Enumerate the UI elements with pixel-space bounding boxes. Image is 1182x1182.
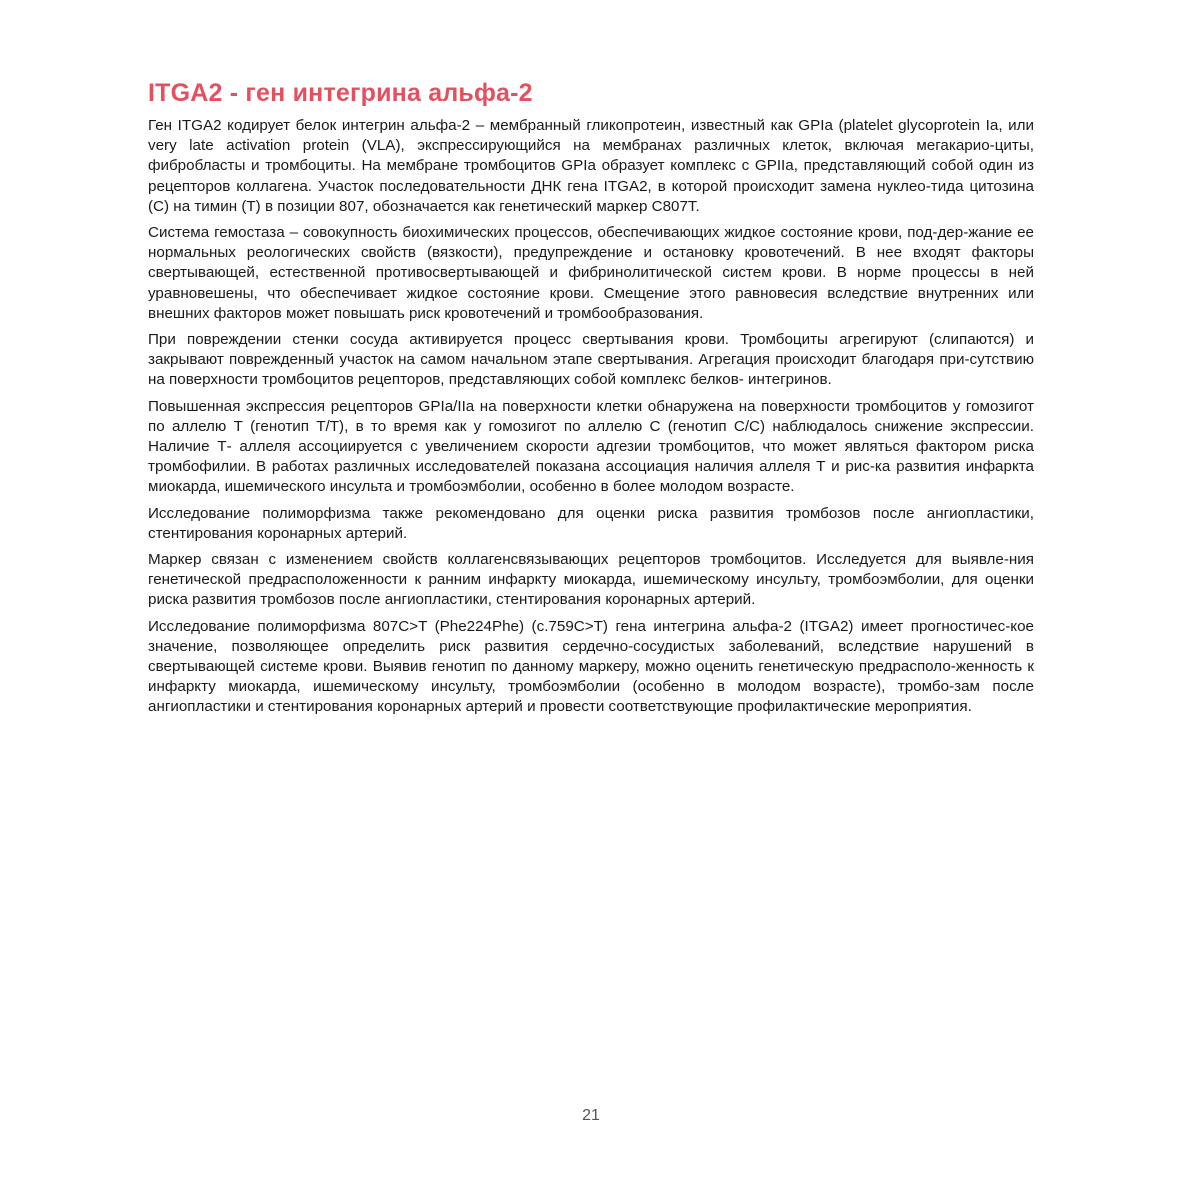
page-number: 21 — [582, 1107, 600, 1124]
paragraph-prognostic-value: Исследование полиморфизма 807C>T (Phe224Phe) (c.759C>T) гена интегрина альфа-2 (ITGA2) имеет прогностичес-кое значение, позволяющее определить риск развития сердечно-сосудистых заболеваний, вследствие нарушений в свертывающей системе крови. Выявив генотип по данному маркеру, можно оценить генетическую предрасполо-женность к инфаркту миокарда, ишемическому инсульту, тромбоэмболии (особенно в молодом возрасте), тромбо-зам после ангиопластики и стентирования коронарных артерий и провести соответствующие профилактические мероприятия. — [148, 617, 1034, 716]
paragraph-marker-association: Маркер связан с изменением свойств коллагенсвязывающих рецепторов тромбоцитов. Исследуется для выявле-ния генетической предрасположенности к ранним инфаркту миокарда, ишемическому инсульту, тромбоэмболии, для оценки риска развития тромбозов после ангиопластики, стентирования коронарных артерий. — [148, 551, 1034, 609]
page-title: ITGA2 - ген интегрина альфа-2 — [148, 79, 533, 107]
document-page — [148, 76, 1034, 724]
paragraph-hemostasis-system: Система гемостаза – совокупность биохимических процессов, обеспечивающих жидкое состояние крови, под-дер-жание ее нормальных реологических свойств (вязкости), предупреждение и остановку кровотечений. В нее входят факторы свертывающей, естественной противосвертывающей и фибринолитической систем крови. В норме процессы в ней уравновешены, что обеспечивает жидкое состояние крови. Смещение этого равновесия вследствие внутренних или внешних факторов может повышать риск кровотечений и тромбообразования. — [148, 224, 1034, 322]
paragraph-polymorphism-recommendation: Исследование полиморфизма также рекомендовано для оценки риска развития тромбозов после ангиопластики, стентирования коронарных артерий. — [148, 504, 1034, 542]
paragraph-gene-description: Ген ITGA2 кодирует белок интегрин альфа-2 – мембранный гликопротеин, известный как GPIa (platelet glycoprotein Ia, или very late activation protein (VLA), экспрессирующийся на мембранах различных клеток, включая мегакарио-циты, фибробласты и тромбоциты. На мембране тромбоцитов GPIa образует комплекс с GPIIa, представляющий собой один из рецепторов коллагена. Участок последовательности ДНК гена ITGA2, в которой происходит замена нуклео-тида цитозина (С) на тимин (Т) в позиции 807, обозначается как генетический маркер C807T. — [148, 117, 1035, 215]
paragraph-vessel-damage: При повреждении стенки сосуда активируется процесс свертывания крови. Тромбоциты агрегируют (слипаются) и закрывают поврежденный участок на самом начальном этапе свертывания. Агрегация происходит благодаря при-сутствию на поверхности тромбоцитов рецепторов, представляющих собой комплекс белков- интегринов. — [148, 331, 1034, 389]
paragraph-receptor-expression: Повышенная экспрессия рецепторов GPIa/IIa на поверхности клетки обнаружена на поверхности тромбоцитов у гомозигот по аллелю Т (генотип Т/Т), в то время как у гомозигот по аллелю С (генотип С/С) наблюдалось снижение экспрессии. Наличие Т- аллеля ассоциируется с увеличением скорости адгезии тромбоцитов, что может являться фактором риска тромбофилии. В работах различных исследователей показана ассоциация наличия аллеля Т и рис-ка развития инфаркта миокарда, ишемического инсульта и тромбоэмболии, особенно в более молодом возрасте. — [148, 397, 1034, 496]
